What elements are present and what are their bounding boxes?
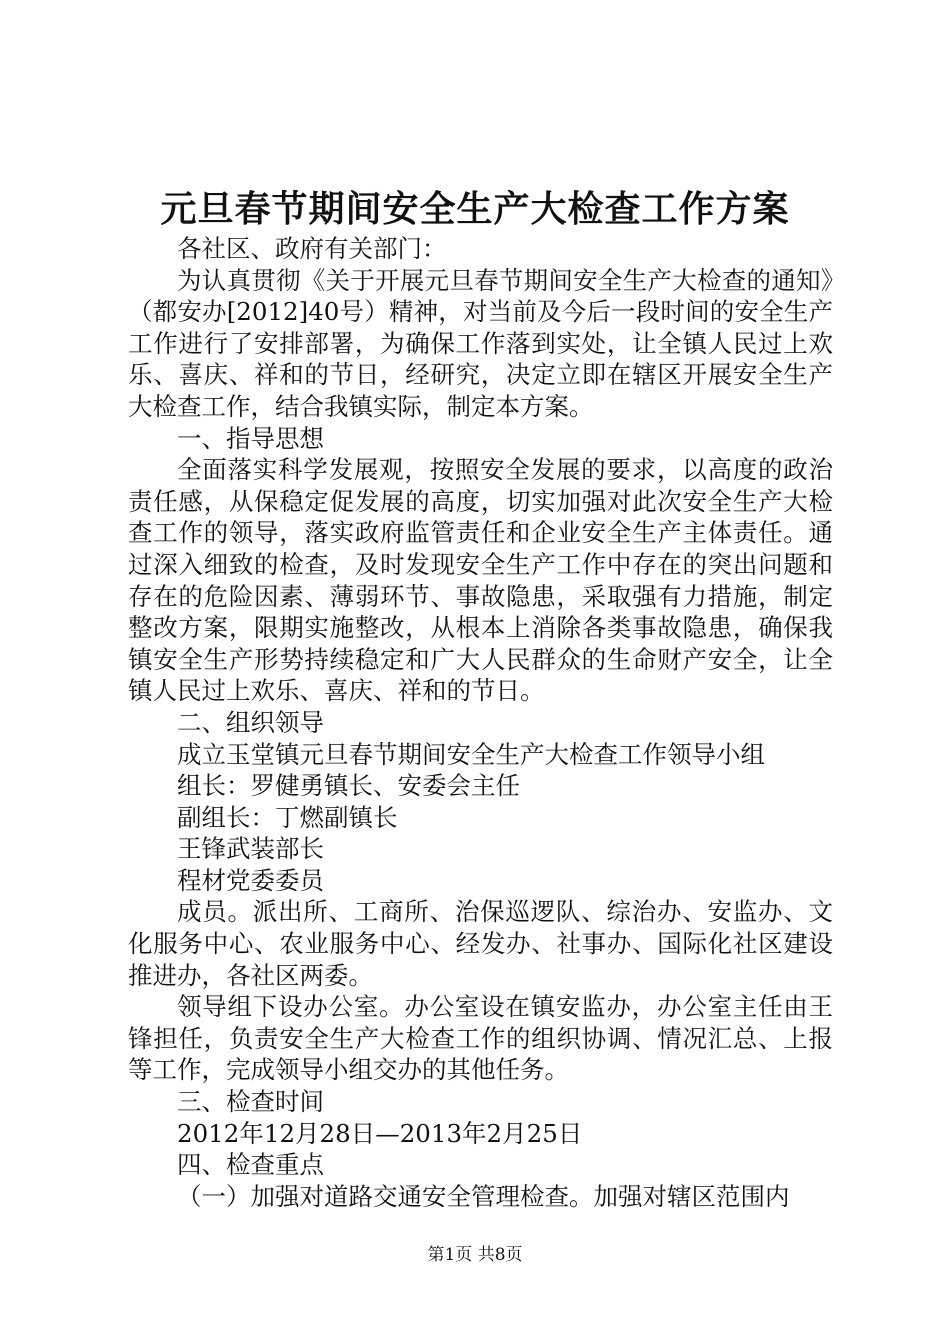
inspection-focus-item-1: （一）加强对道路交通安全管理检查。加强对辖区范围内 <box>177 1181 790 1211</box>
inspection-time-range: 2012年12月28日—2013年2月25日 <box>177 1118 583 1148</box>
document-title: 元旦春节期间安全生产大检查工作方案 <box>160 188 790 230</box>
section-heading-organization: 二、组织领导 <box>177 707 324 737</box>
deputy-leader-line-2: 王锋武装部长 <box>177 834 324 864</box>
section-heading-inspection-focus: 四、检查重点 <box>177 1150 324 1180</box>
leadership-group-line: 成立玉堂镇元旦春节期间安全生产大检查工作领导小组 <box>177 739 765 769</box>
section-heading-inspection-time: 三、检查时间 <box>177 1087 324 1117</box>
section-heading-guiding-thought: 一、指导思想 <box>177 423 324 453</box>
intro-paragraph: 为认真贯彻《关于开展元旦春节期间安全生产大检查的通知》（都安办[2012]40号）精神，对当前及今后一段时间的安全生产工作进行了安排部署，为确保工作落到实处，让全镇人民过上欢乐、喜庆、祥和的节日，经研究，决定立即在辖区开展安全生产大检查工作，结合我镇实际，制定本方案。 <box>128 265 833 421</box>
deputy-leader-line-3: 程材党委委员 <box>177 865 324 895</box>
guiding-thought-paragraph: 全面落实科学发展观，按照安全发展的要求，以高度的政治责任感，从保稳定促发展的高度，切实加强对此次安全生产大检查工作的领导，落实政府监管责任和企业安全生产主体责任。通过深入细致的检查，及时发现安全生产工作中存在的突出问题和存在的危险因素、薄弱环节、事故隐患，采取强有力措施，制定整改方案，限期实施整改，从根本上消除各类事故隐患，确保我镇安全生产形势持续稳定和广大人民群众的生命财产安全，让全镇人民过上欢乐、喜庆、祥和的节日。 <box>128 455 833 706</box>
office-paragraph: 领导组下设办公室。办公室设在镇安监办，办公室主任由王锋担任，负责安全生产大检查工作的组织协调、情况汇总、上报等工作，完成领导小组交办的其他任务。 <box>128 992 833 1085</box>
page-footer: 第1页 共8页 <box>427 1245 523 1265</box>
document-body <box>128 233 833 1212</box>
leader-line: 组长：罗健勇镇长、安委会主任 <box>177 771 520 801</box>
salutation: 各社区、政府有关部门： <box>177 234 447 263</box>
deputy-leader-line: 副组长：丁燃副镇长 <box>177 802 398 832</box>
members-paragraph: 成员。派出所、工商所、治保巡逻队、综治办、安监办、文化服务中心、农业服务中心、经发办、社事办、国际化社区建设推进办，各社区两委。 <box>128 897 833 990</box>
